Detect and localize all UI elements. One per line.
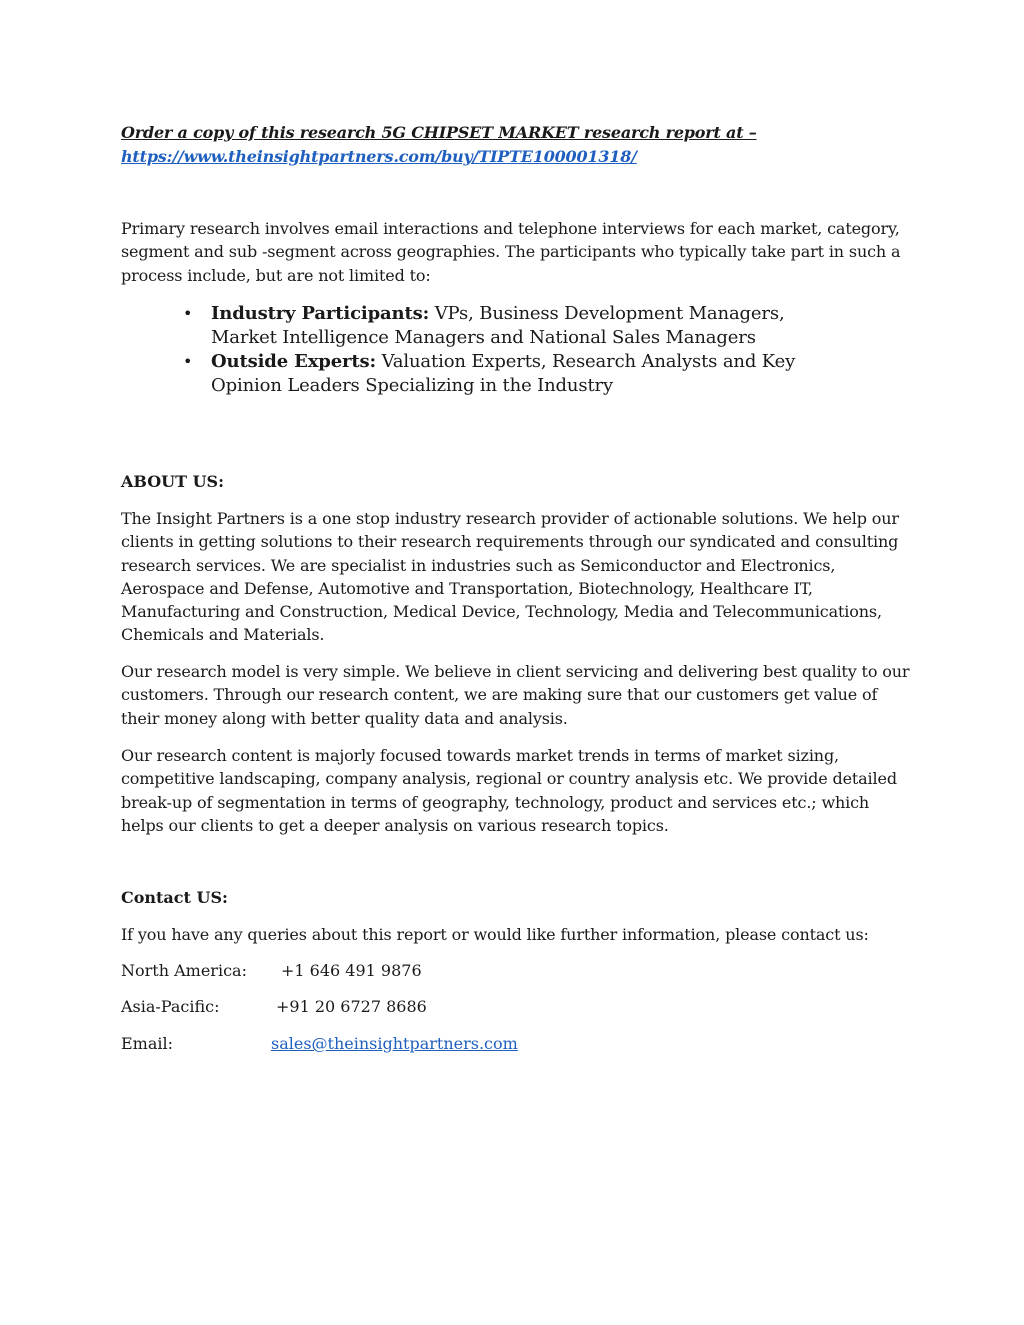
list-item — [183, 350, 843, 398]
bullet-icon: • — [183, 352, 193, 371]
about-heading: ABOUT US: — [121, 472, 225, 491]
bullet-title: Industry Participants: — [211, 303, 430, 324]
about-paragraph-2: Our research model is very simple. We believe in client servicing and delivering best quality to our customers. Through our research content, we are making sure that our customers get value of their money along with better quality data and analysis. — [121, 662, 910, 728]
bullet-title: Outside Experts: — [211, 351, 377, 372]
email-link[interactable]: sales@theinsightpartners.com — [271, 1034, 518, 1053]
order-text: Order a copy of this research 5G CHIPSET MARKET research report at – — [121, 123, 757, 142]
about-paragraph-1: The Insight Partners is a one stop industry research provider of actionable solutions. We help our clients in getting solutions to their research requirements through our syndicated and consulting research services. We are specialist in industries such as Semiconductor and Electronics, Aerospace and Defense, Automotive and Transportation, Biotechnology, Healthcare IT, Manufacturing and Construction, Medical Device, Technology, Media and Telecommunications, Chemicals and Materials. — [121, 509, 899, 645]
contact-intro: If you have any queries about this report or would like further information, please contact us: — [121, 925, 869, 944]
contact-heading: Contact US: — [121, 888, 228, 907]
bullet-text: VPs, Business Development Managers, Market Intelligence Managers and National Sales Managers — [211, 303, 785, 348]
order-link[interactable]: https://www.theinsightpartners.com/buy/TIPTE100001318/ — [121, 147, 637, 166]
asia-pacific-label: Asia-Pacific: — [121, 997, 220, 1016]
north-america-label: North America: — [121, 961, 247, 980]
list-item — [183, 302, 843, 350]
order-heading — [121, 121, 911, 169]
participants-list — [183, 302, 843, 398]
email-label: Email: — [121, 1034, 174, 1053]
bullet-icon: • — [183, 304, 193, 323]
asia-pacific-phone: +91 20 6727 8686 — [276, 997, 427, 1016]
primary-research-paragraph: Primary research involves email interactions and telephone interviews for each market, category, segment and sub -segment across geographies. The participants who typically take part in such a process include, but are not limited to: — [121, 219, 901, 285]
bullet-text: Valuation Experts, Research Analysts and Key Opinion Leaders Specializing in the Industry — [211, 351, 796, 396]
about-paragraph-3: Our research content is majorly focused towards market trends in terms of market sizing, competitive landscaping, company analysis, regional or country analysis etc. We provide detailed break-up of segmentation in terms of geography, technology, product and services etc.; which helps our clients to get a deeper analysis on various research topics. — [121, 746, 897, 835]
north-america-phone: +1 646 491 9876 — [281, 961, 422, 980]
